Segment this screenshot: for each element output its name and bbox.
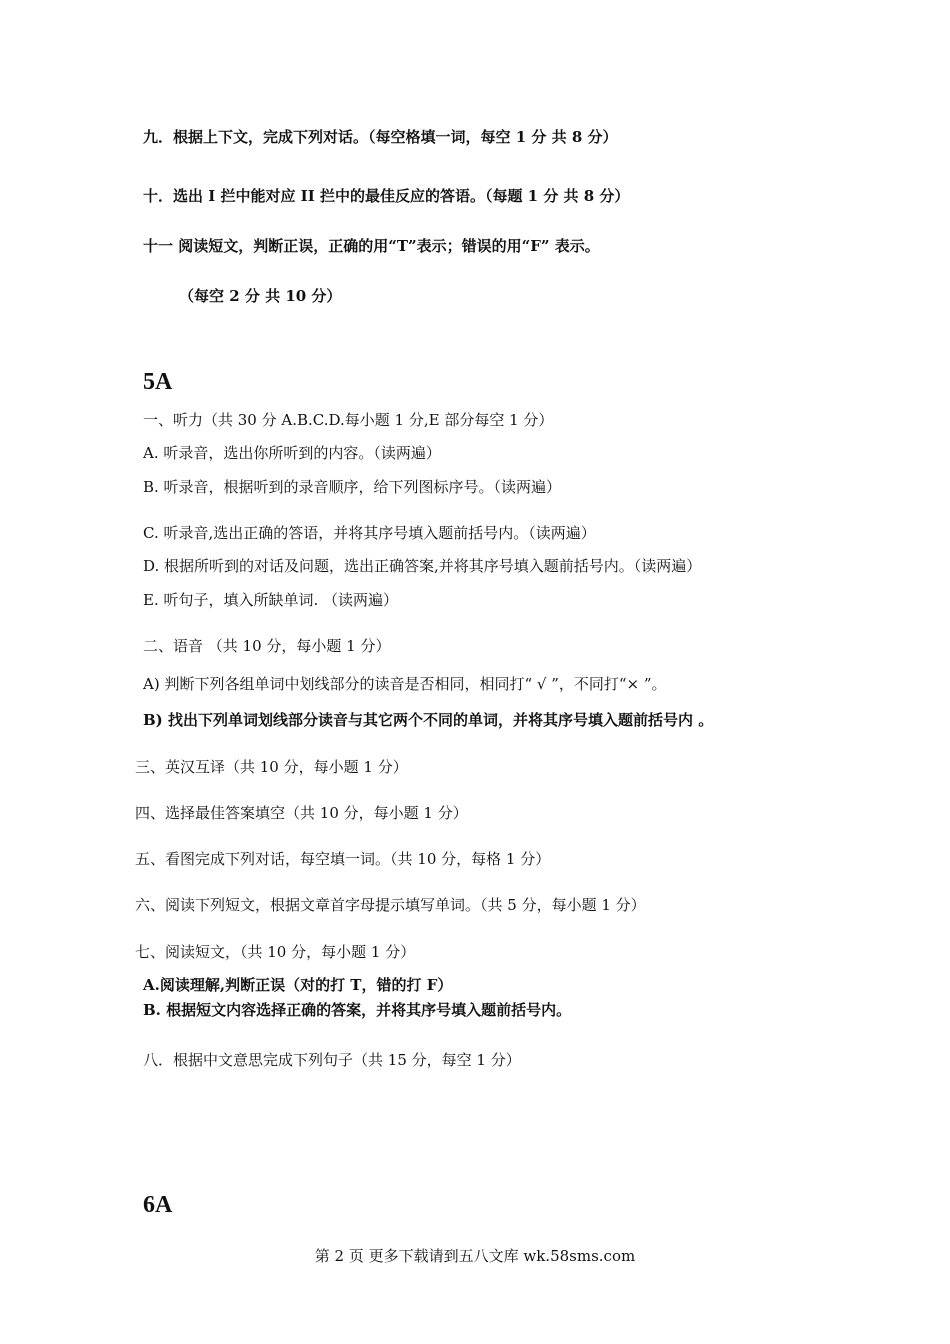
section-5a-item-4-choice: 四、选择最佳答案填空（共 10 分，每小题 1 分） (135, 804, 468, 822)
section-5a-item-phonetics-a: A) 判断下列各组单词中划线部分的读音是否相同，相同打“ √ ”，不同打“× ”。 (143, 675, 667, 693)
section-5a-item-1-listening: 一、听力（共 30 分 A.B.C.D.每小题 1 分,E 部分每空 1 分） (143, 411, 554, 429)
section-5a-item-listening-a: A. 听录音，选出你所听到的内容。（读两遍） (143, 444, 441, 462)
section-5a-item-6-cloze: 六、阅读下列短文，根据文章首字母提示填写单词。（共 5 分，每小题 1 分） (135, 896, 646, 914)
section-5a-item-8-sentences: 八．根据中文意思完成下列句子（共 15 分，每空 1 分） (143, 1051, 521, 1069)
section-6a-heading: 6A (143, 1192, 173, 1218)
page-footer: 第 2 页 更多下载请到五八文库 wk.58sms.com (314, 1247, 636, 1265)
question-11-score: （每空 2 分 共 10 分） (179, 287, 342, 305)
section-5a-item-listening-c: C. 听录音,选出正确的答语，并将其序号填入题前括号内。（读两遍） (143, 524, 596, 542)
section-5a-item-2-phonetics: 二、语音 （共 10 分，每小题 1 分） (143, 637, 391, 655)
section-5a-item-listening-b: B. 听录音，根据听到的录音顺序，给下列图标序号。（读两遍） (143, 478, 562, 496)
section-5a-item-listening-e: E. 听句子，填入所缺单词. （读两遍） (143, 591, 399, 609)
section-5a-item-reading-a: A.阅读理解,判断正误（对的打 T，错的打 F） (143, 976, 453, 994)
section-5a-item-3-translation: 三、英汉互译（共 10 分，每小题 1 分） (135, 758, 408, 776)
question-9-instruction: 九．根据上下文，完成下列对话。（每空格填一词，每空 1 分 共 8 分） (143, 128, 618, 146)
section-5a-item-listening-d: D. 根据所听到的对话及问题，选出正确答案,并将其序号填入题前括号内。（读两遍） (143, 557, 702, 575)
question-10-instruction: 十．选出 I 拦中能对应 II 拦中的最佳反应的答语。（每题 1 分 共 8 分） (143, 187, 630, 205)
section-5a-item-5-dialogue: 五、看图完成下列对话，每空填一词。（共 10 分，每格 1 分） (135, 850, 551, 868)
section-5a-item-7-reading: 七、阅读短文，（共 10 分，每小题 1 分） (135, 943, 416, 961)
section-5a-heading: 5A (143, 369, 173, 395)
question-11-instruction: 十一 阅读短文，判断正误，正确的用“T”表示；错误的用“F” 表示。 (143, 237, 600, 255)
section-5a-item-phonetics-b: B) 找出下列单词划线部分读音与其它两个不同的单词，并将其序号填入题前括号内 。 (143, 711, 714, 729)
section-5a-item-reading-b: B. 根据短文内容选择正确的答案，并将其序号填入题前括号内。 (143, 1001, 572, 1019)
